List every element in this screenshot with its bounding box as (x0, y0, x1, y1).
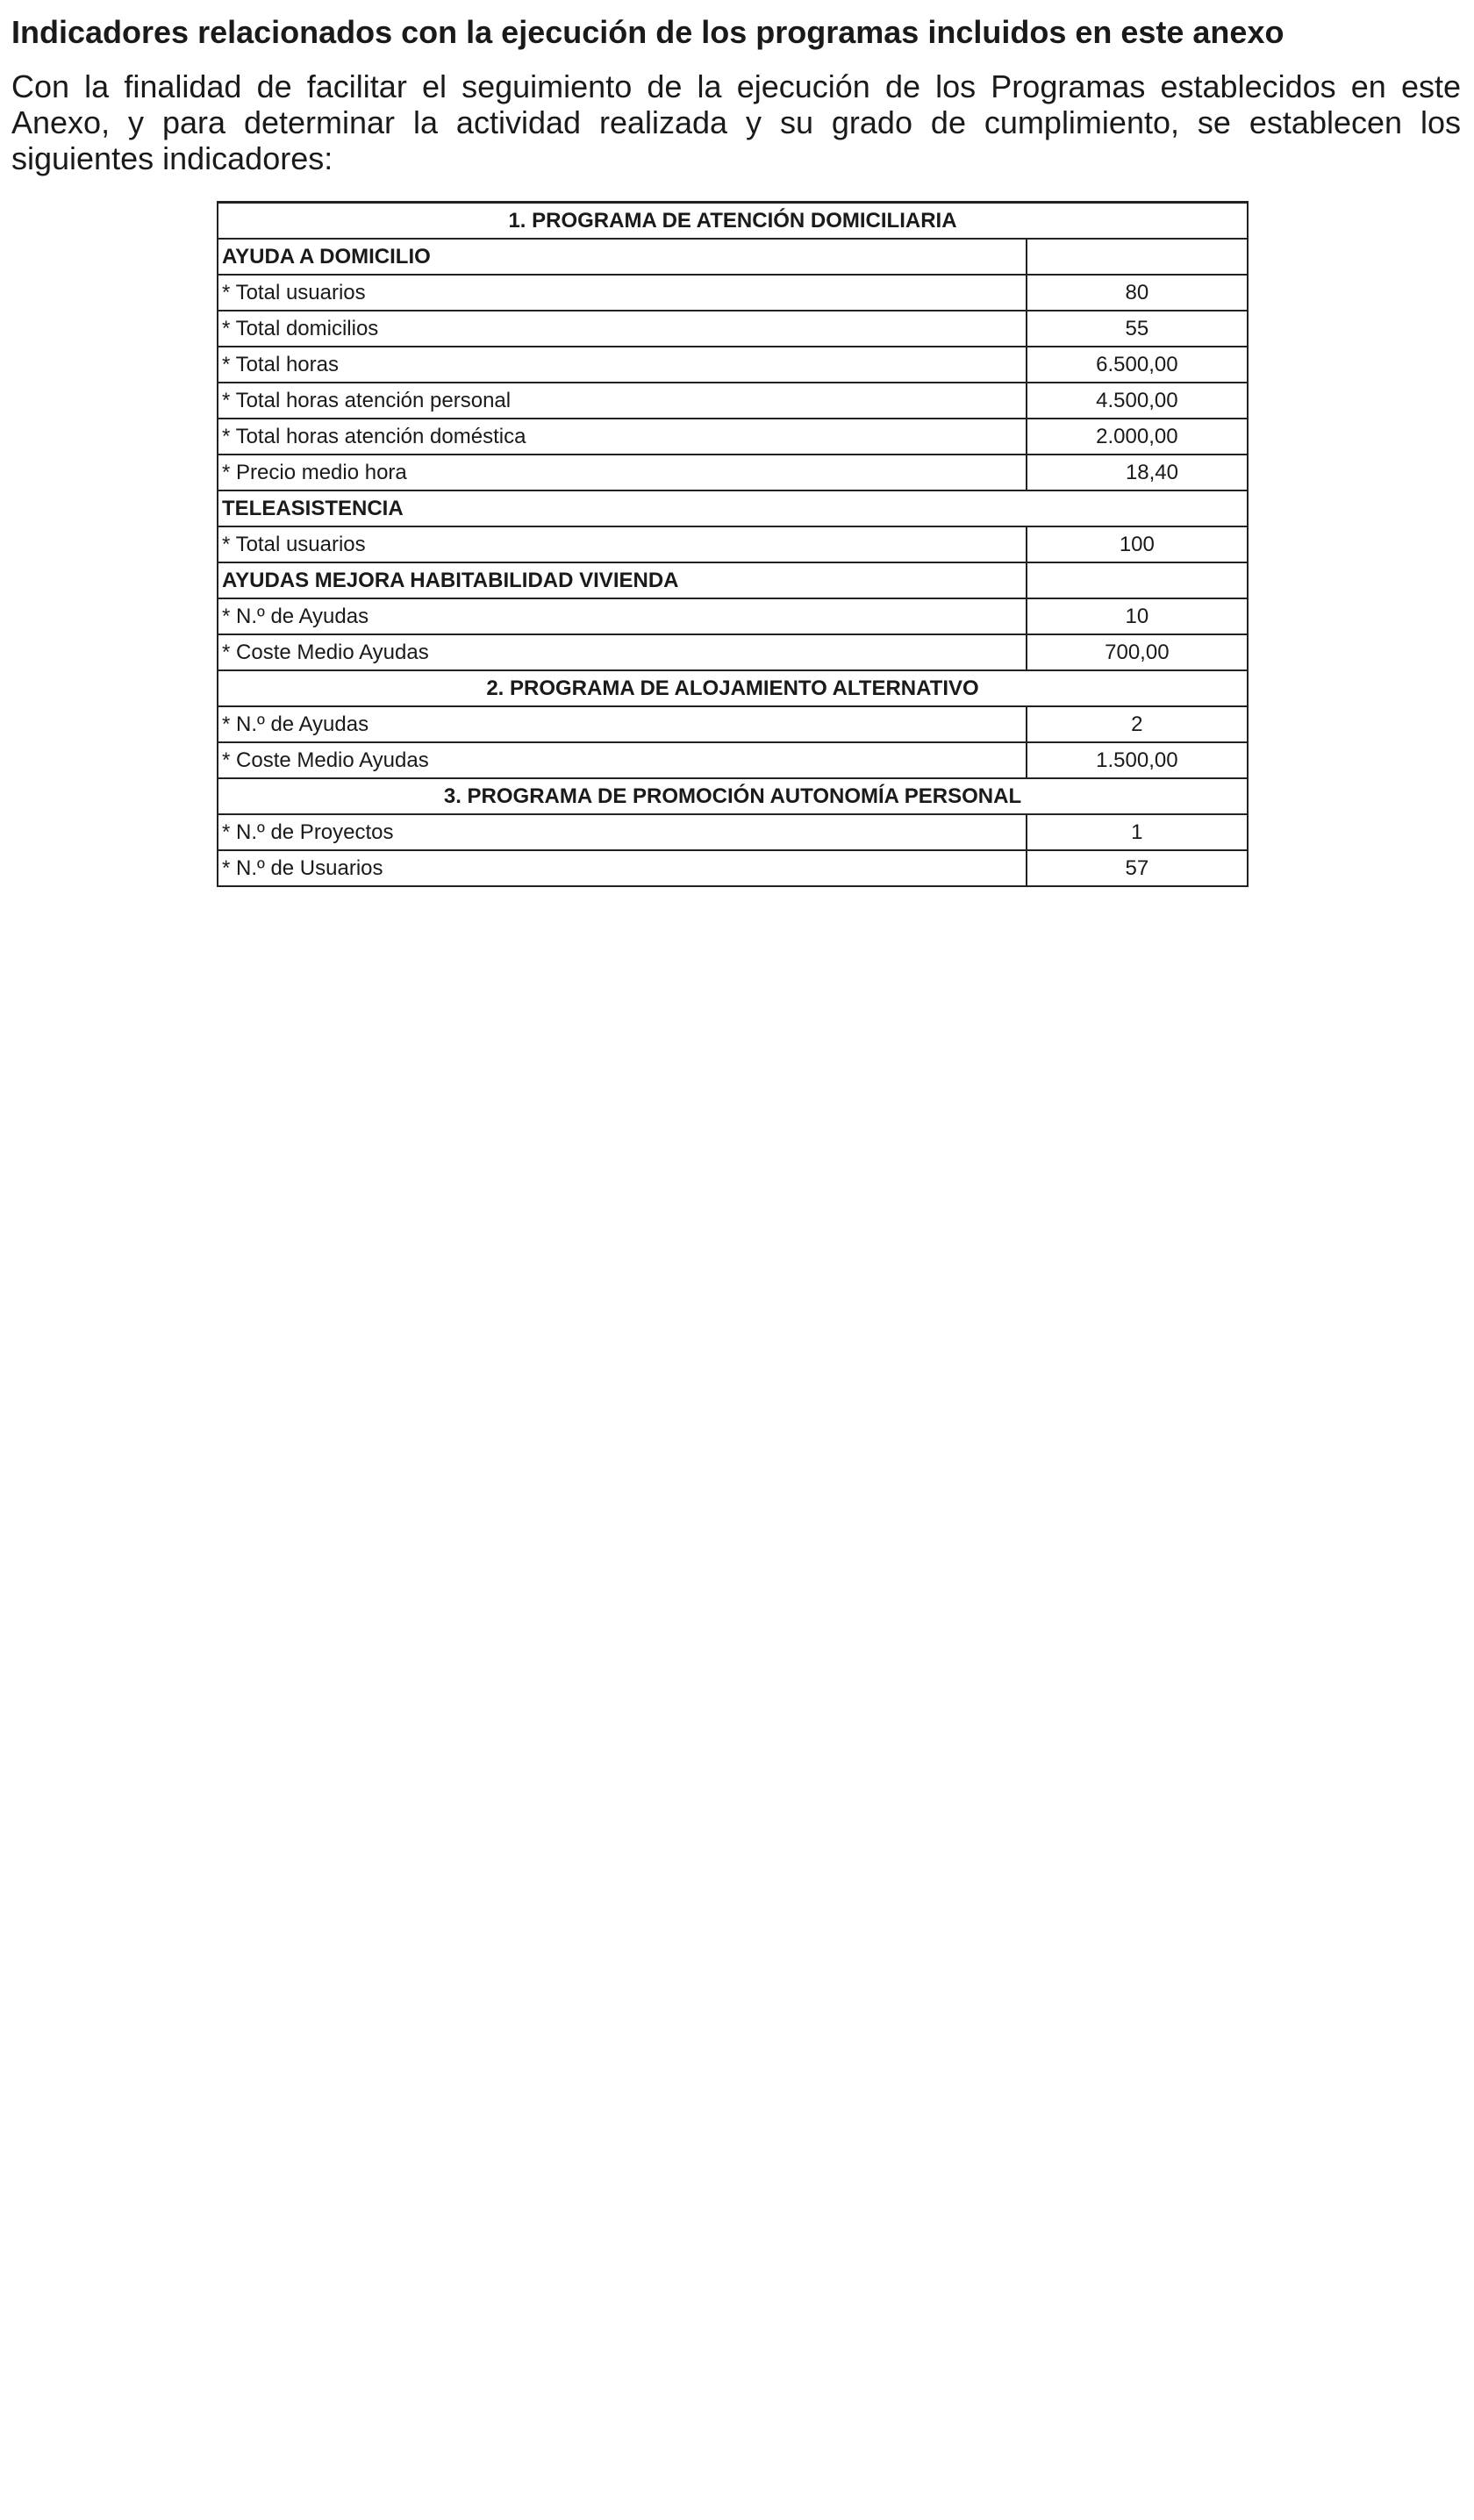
row-label: * Total usuarios (218, 275, 1027, 311)
row-value: 55 (1027, 311, 1248, 347)
row-label: * Total horas (218, 347, 1027, 383)
section-ayuda-domicilio: AYUDA A DOMICILIO (218, 239, 1027, 275)
row-value: 6.500,00 (1027, 347, 1248, 383)
row-label: * Total domicilios (218, 311, 1027, 347)
row-value: 100 (1027, 526, 1248, 562)
row-value: 57 (1027, 850, 1248, 886)
empty-cell (1027, 562, 1248, 598)
section-teleasistencia: TELEASISTENCIA (218, 490, 1248, 526)
row-label: * N.º de Ayudas (218, 598, 1027, 634)
row-value: 80 (1027, 275, 1248, 311)
program-header-row (218, 203, 1248, 240)
section-row (218, 562, 1248, 598)
table-row (218, 419, 1248, 455)
table-row (218, 526, 1248, 562)
section-row (218, 239, 1248, 275)
table-row (218, 598, 1248, 634)
intro-paragraph: Con la finalidad de facilitar el seguimiento de la ejecución de los Programas establecidos en este Anexo, y para determinar la actividad realizada y su grado de cumplimiento, se establecen los siguientes indicadores: (11, 68, 1461, 176)
row-label: * Total horas atención personal (218, 383, 1027, 419)
row-value: 1.500,00 (1027, 742, 1248, 778)
section-habitabilidad: AYUDAS MEJORA HABITABILIDAD VIVIENDA (218, 562, 1027, 598)
row-value: 1 (1027, 814, 1248, 850)
program-3-title: 3. PROGRAMA DE PROMOCIÓN AUTONOMÍA PERSONAL (218, 778, 1248, 814)
table-row (218, 634, 1248, 670)
table-row (218, 706, 1248, 742)
section-row (218, 490, 1248, 526)
row-label: * Precio medio hora (218, 455, 1027, 490)
program-1-title: 1. PROGRAMA DE ATENCIÓN DOMICILIARIA (218, 203, 1248, 240)
empty-cell (1027, 239, 1248, 275)
row-value: 4.500,00 (1027, 383, 1248, 419)
row-label: * Coste Medio Ayudas (218, 634, 1027, 670)
row-value: 700,00 (1027, 634, 1248, 670)
row-label: * N.º de Ayudas (218, 706, 1027, 742)
row-label: * N.º de Usuarios (218, 850, 1027, 886)
table-row (218, 850, 1248, 886)
table-row (218, 742, 1248, 778)
row-value: 18,40 (1027, 455, 1248, 490)
row-label: * Coste Medio Ayudas (218, 742, 1027, 778)
table-row (218, 347, 1248, 383)
indicators-table (217, 201, 1249, 887)
row-label: * Total usuarios (218, 526, 1027, 562)
page-title: Indicadores relacionados con la ejecución de los programas incluidos en este anexo (11, 14, 1284, 50)
table-row (218, 814, 1248, 850)
row-label: * N.º de Proyectos (218, 814, 1027, 850)
table-row (218, 311, 1248, 347)
table-row (218, 383, 1248, 419)
row-value: 10 (1027, 598, 1248, 634)
row-value: 2 (1027, 706, 1248, 742)
program-header-row (218, 778, 1248, 814)
row-label: * Total horas atención doméstica (218, 419, 1027, 455)
program-2-title: 2. PROGRAMA DE ALOJAMIENTO ALTERNATIVO (218, 670, 1248, 706)
table-row (218, 455, 1248, 490)
table-row (218, 275, 1248, 311)
row-value: 2.000,00 (1027, 419, 1248, 455)
program-header-row (218, 670, 1248, 706)
